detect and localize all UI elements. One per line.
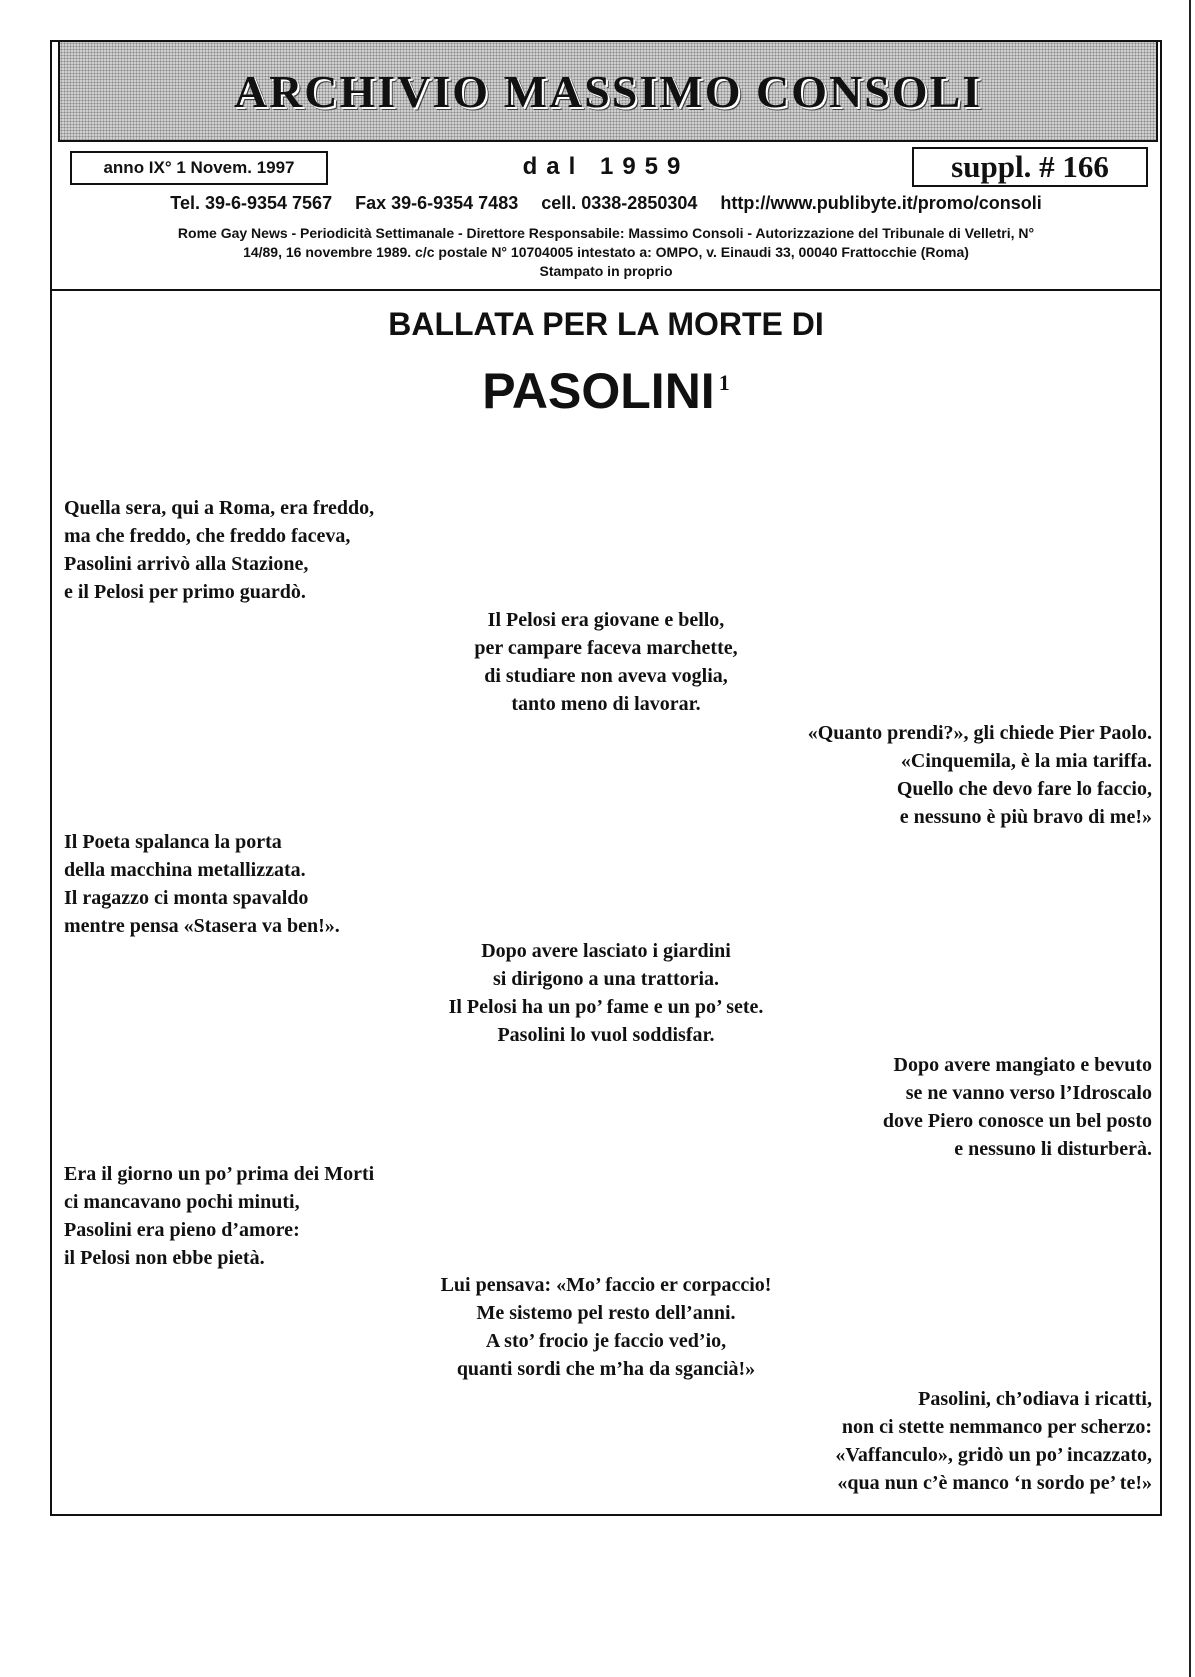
website-url: http://www.publibyte.it/promo/consoli bbox=[720, 193, 1042, 213]
verse-line: Me sistemo pel resto dell’anni. bbox=[476, 1302, 736, 1324]
verse-line: e nessuno è più bravo di me!» bbox=[899, 806, 1152, 828]
verse-line: Il Poeta spalanca la porta bbox=[64, 831, 282, 853]
cell-phone: cell. 0338-2850304 bbox=[541, 193, 698, 213]
verse-line: A sto’ frocio je faccio ved’io, bbox=[485, 1330, 727, 1352]
stanza bbox=[306, 937, 906, 1049]
stanza bbox=[64, 828, 584, 940]
verse-line: il Pelosi non ebbe pietà. bbox=[64, 1247, 265, 1269]
stanza bbox=[306, 606, 906, 718]
fax: Fax 39-6-9354 7483 bbox=[355, 193, 519, 213]
legal-line: Rome Gay News - Periodicità Settimanale - Direttore Responsabile: Massimo Consoli - Autorizzazione del Tribunale di Velletri, N° bbox=[177, 225, 1035, 241]
article-title-line2 bbox=[50, 362, 1162, 420]
contact-line bbox=[50, 193, 1162, 214]
verse-line: Pasolini lo vuol soddisfar. bbox=[497, 1024, 715, 1046]
article-title-line1: BALLATA PER LA MORTE DI bbox=[388, 306, 824, 342]
article-title-name: PASOLINI bbox=[482, 363, 715, 419]
verse-line: ci mancavano pochi minuti, bbox=[64, 1191, 300, 1213]
verse-line: «qua nun c’è manco ‘n sordo pe’ te!» bbox=[837, 1472, 1152, 1494]
verse-line: «Vaffanculo», gridò un po’ incazzato, bbox=[835, 1444, 1152, 1466]
issue-date-box: anno IX° 1 Novem. 1997 bbox=[70, 151, 328, 185]
verse-line: se ne vanno verso l’Idroscalo bbox=[905, 1082, 1152, 1104]
verse-line: Dopo avere mangiato e bevuto bbox=[893, 1054, 1152, 1076]
verse-line: non ci stette nemmanco per scherzo: bbox=[841, 1416, 1152, 1438]
masthead-title: ARCHIVIO MASSIMO CONSOLI bbox=[233, 65, 983, 117]
stanza bbox=[620, 1385, 1152, 1497]
verse-line: Pasolini, ch’odiava i ricatti, bbox=[918, 1388, 1152, 1410]
verse-line: Il Pelosi era giovane e bello, bbox=[487, 609, 725, 631]
verse-line: quanti sordi che m’ha da sgancià!» bbox=[456, 1358, 756, 1380]
legal-line: 14/89, 16 novembre 1989. c/c postale N° 10704005 intestato a: OMPO, v. Einaudi 33, 00040 Frattocchie (Roma) bbox=[243, 244, 969, 260]
verse-line: Era il giorno un po’ prima dei Morti bbox=[64, 1163, 375, 1185]
verse-line: Dopo avere lasciato i giardini bbox=[481, 940, 731, 962]
since-year: dal 1959 bbox=[522, 153, 690, 180]
stanza bbox=[64, 494, 584, 606]
stanza bbox=[306, 1271, 906, 1383]
verse-line: per campare faceva marchette, bbox=[474, 637, 738, 659]
verse-line: mentre pensa «Stasera va ben!». bbox=[64, 915, 340, 937]
page-edge-line bbox=[1189, 0, 1191, 1677]
verse-line: «Quanto prendi?», gli chiede Pier Paolo. bbox=[807, 722, 1152, 744]
telephone: Tel. 39-6-9354 7567 bbox=[170, 193, 333, 213]
verse-line: si dirigono a una trattoria. bbox=[492, 968, 720, 990]
supplement-number-box: suppl. # 166 bbox=[912, 147, 1148, 187]
stanza bbox=[64, 1160, 584, 1272]
stanza bbox=[620, 719, 1152, 831]
verse-line: della macchina metallizzata. bbox=[64, 859, 306, 881]
verse-line: Quella sera, qui a Roma, era freddo, bbox=[64, 497, 375, 519]
verse-line: di studiare non aveva voglia, bbox=[484, 665, 728, 687]
verse-line: e nessuno li disturberà. bbox=[954, 1138, 1152, 1160]
verse-line: Il Pelosi ha un po’ fame e un po’ sete. bbox=[448, 996, 764, 1018]
verse-line: ma che freddo, che freddo faceva, bbox=[64, 525, 351, 547]
verse-line: Pasolini era pieno d’amore: bbox=[64, 1219, 300, 1241]
verse-line: Quello che devo fare lo faccio, bbox=[896, 778, 1152, 800]
legal-line: Stampato in proprio bbox=[539, 263, 673, 279]
publication-info bbox=[50, 145, 1162, 291]
verse-line: «Cinquemila, è la mia tariffa. bbox=[900, 750, 1152, 772]
verse-line: dove Piero conosce un bel posto bbox=[882, 1110, 1152, 1132]
verse-line: Pasolini arrivò alla Stazione, bbox=[64, 553, 309, 575]
masthead bbox=[58, 40, 1158, 142]
legal-notice bbox=[70, 224, 1142, 281]
verse-line: Il ragazzo ci monta spavaldo bbox=[64, 887, 309, 909]
verse-line: Lui pensava: «Mo’ faccio er corpaccio! bbox=[440, 1274, 772, 1296]
footnote-mark: 1 bbox=[718, 370, 730, 395]
verse-line: tanto meno di lavorar. bbox=[511, 693, 701, 715]
verse-line: e il Pelosi per primo guardò. bbox=[64, 581, 306, 603]
stanza bbox=[620, 1051, 1152, 1163]
